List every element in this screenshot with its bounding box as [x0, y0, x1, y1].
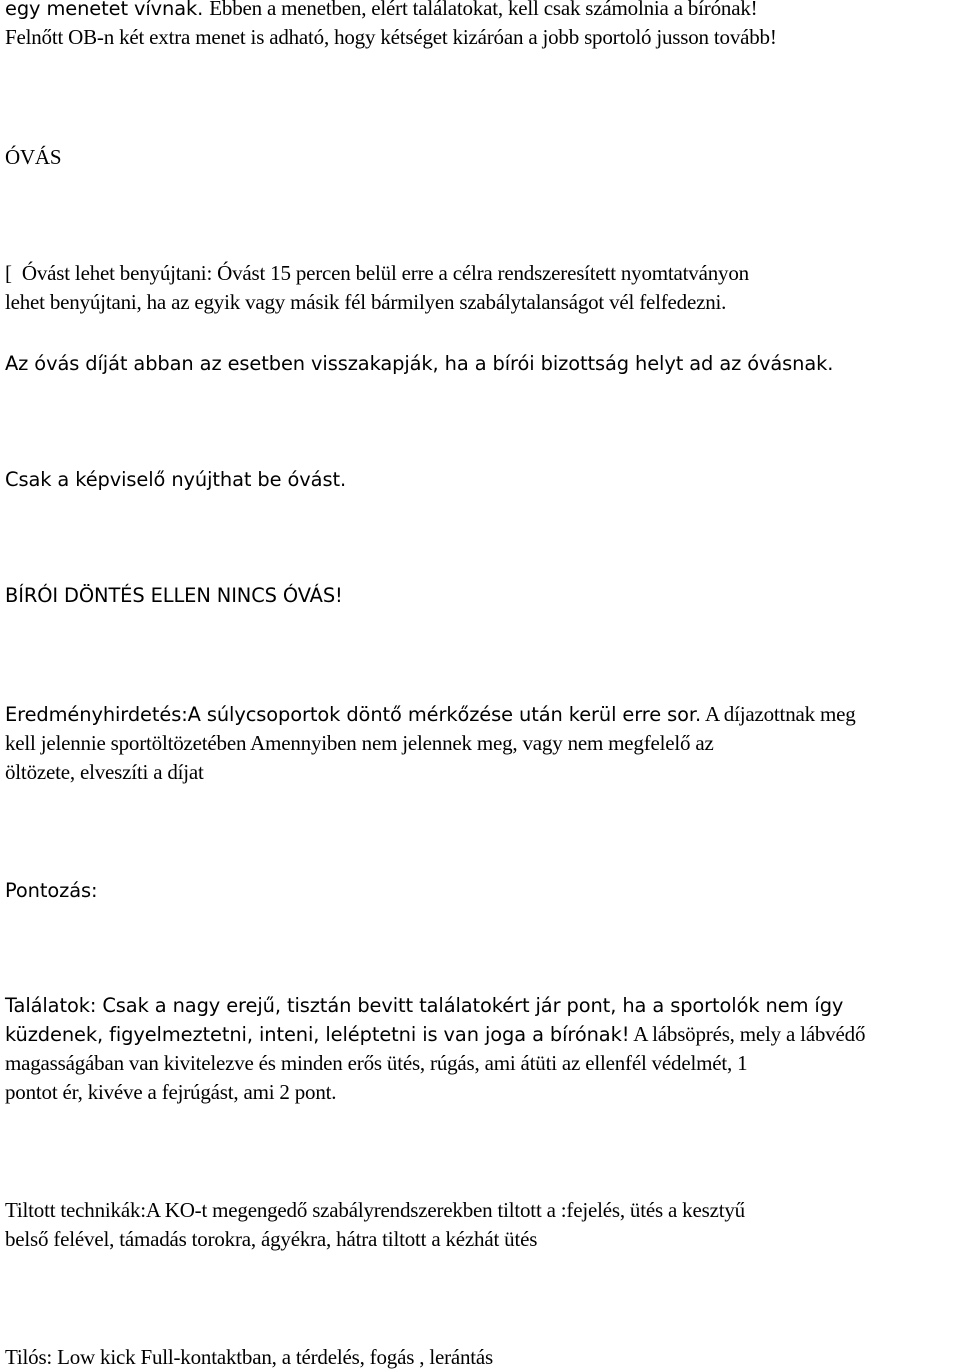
- ovas-heading: ÓVÁS: [5, 145, 62, 169]
- intro-line-2: Felnőtt OB-n két extra menet is adható, hogy kétséget kizáróan a jobb sportoló jusson tovább!: [5, 25, 777, 49]
- ovas-rule-text: BÍRÓI DÖNTÉS ELLEN NINCS ÓVÁS!: [5, 584, 343, 607]
- intro-fragment-serif: Ebben a menetben, elért találatokat, kell csak számolnia a bírónak!: [209, 0, 758, 20]
- ovas-paragraph-line-2: lehet benyújtani, ha az egyik vagy másik fél bármilyen szabálytalanságot vél felfedezni.: [5, 290, 727, 314]
- hits-line-2: [5, 1020, 865, 1049]
- hits-line-3: magasságában van kivitelezve és minden erős ütés, rúgás, ami átüti az ellenfél védelmét, 1: [5, 1051, 748, 1075]
- intro-fragment-sans: egy menetet vívnak.: [5, 0, 210, 20]
- award-line-1: [5, 700, 856, 729]
- hits-line-4: pontot ér, kivéve a fejrúgást, ami 2 pont.: [5, 1080, 337, 1104]
- ovas-representative-text: Csak a képviselő nyújthat be óvást.: [5, 468, 347, 491]
- forbidden-line-1: Tiltott technikák:A KO-t megengedő szabályrendszerekben tiltott a :fejelés, ütés a kesztyű: [5, 1198, 745, 1222]
- forbidden-line-2: belső felével, támadás torokra, ágyékra, hátra tiltott a kézhát ütés: [5, 1227, 538, 1251]
- award-fragment-sans: Eredményhirdetés:A súlycsoportok döntő mérkőzése után kerül erre sor.: [5, 703, 702, 726]
- hits-line-1: Találatok: Csak a nagy erejű, tisztán bevitt találatokért jár pont, ha a sportolók nem így: [5, 994, 844, 1017]
- ovas-fee-text: Az óvás díját abban az esetben visszakapják, ha a bírói bizottság helyt ad az óvásnak.: [5, 352, 834, 375]
- ovas-paragraph-line-1: [ Óvást lehet benyújtani: Óvást 15 percen belül erre a célra rendszeresített nyomtatványon: [5, 261, 749, 285]
- award-line-2: kell jelennie sportöltözetében Amennyiben nem jelennek meg, vagy nem megfelelő az: [5, 731, 714, 755]
- hits-fragment-sans: küzdenek, figyelmeztetni, inteni, leléptetni is van joga a bírónak!: [5, 1023, 630, 1046]
- prohibited-line: Tilós: Low kick Full-kontaktban, a térdelés, fogás , lerántás: [5, 1345, 494, 1369]
- scoring-heading: Pontozás:: [5, 879, 98, 902]
- award-fragment-serif: A díjazottnak meg: [701, 702, 856, 726]
- hits-fragment-serif: A lábsöprés, mely a lábvédő: [629, 1022, 866, 1046]
- intro-line-1: [5, 0, 757, 23]
- award-line-3: öltözete, elveszíti a díjat: [5, 760, 204, 784]
